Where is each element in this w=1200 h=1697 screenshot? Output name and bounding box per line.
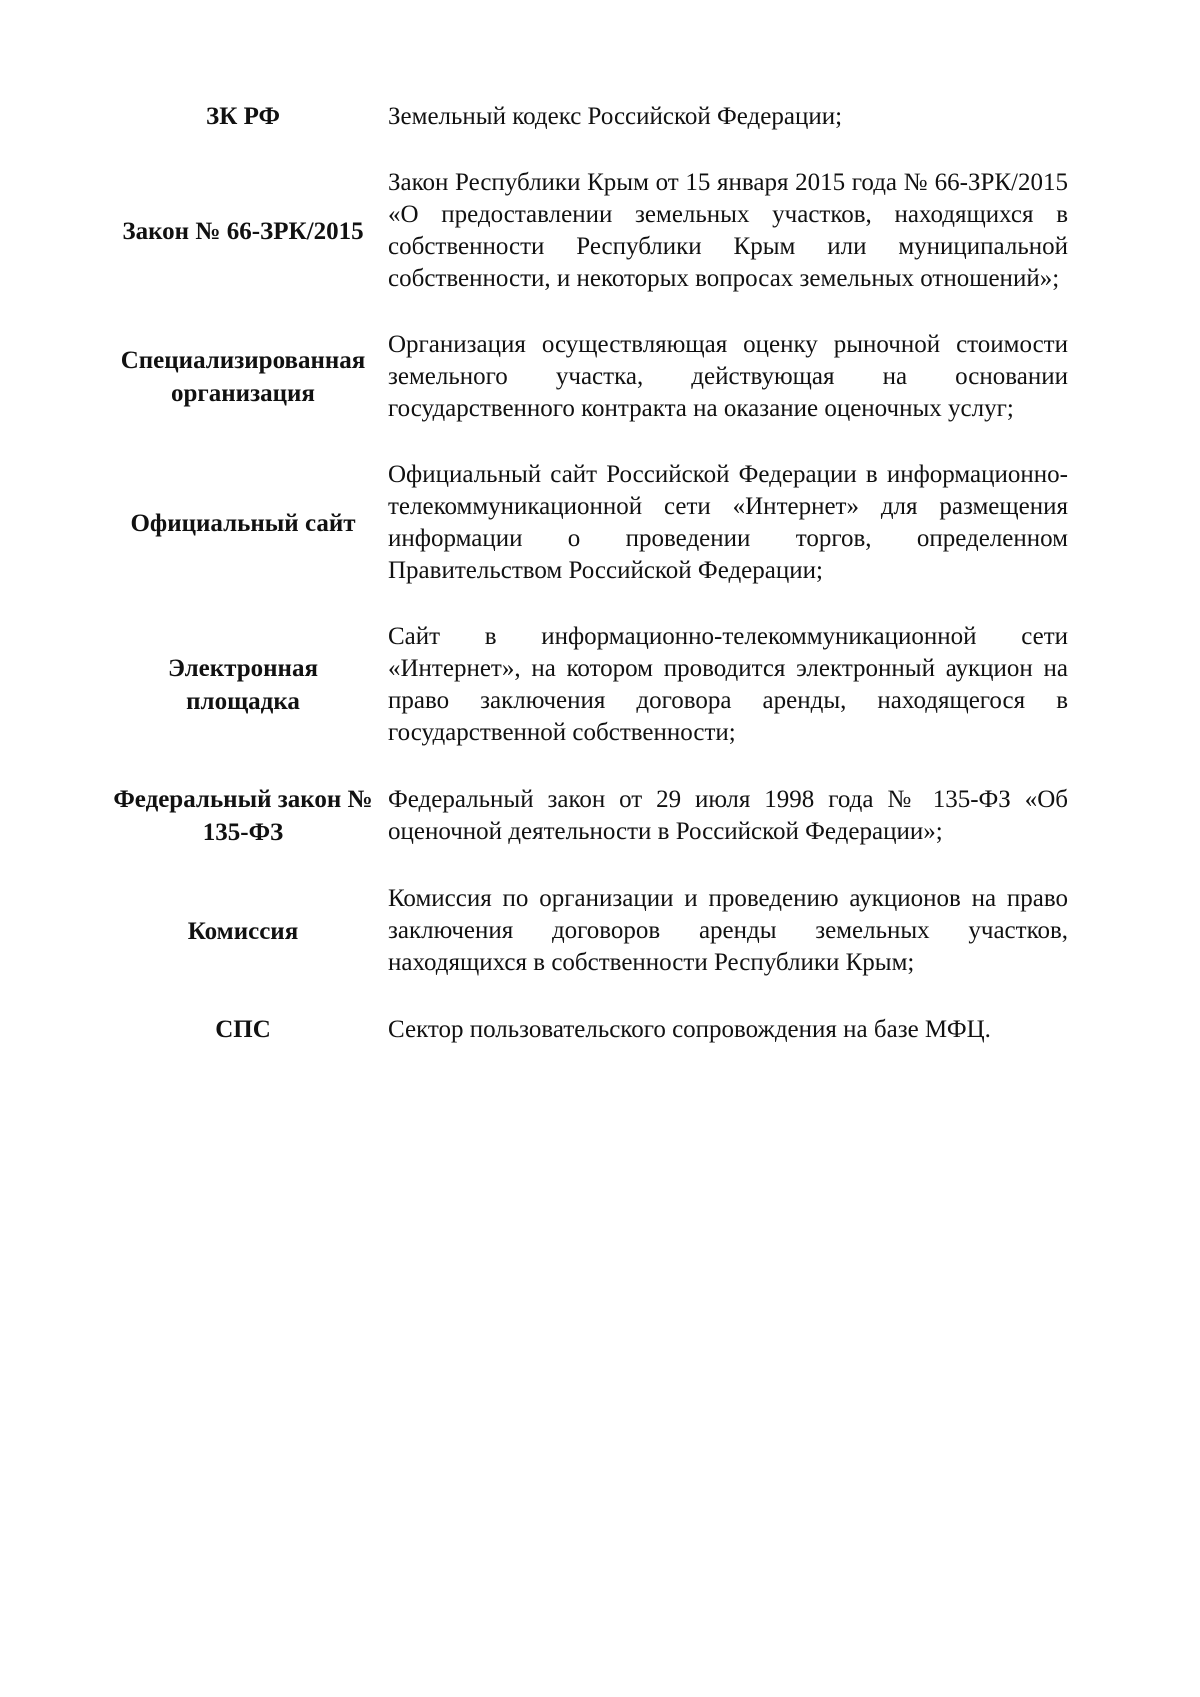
- term-definition: Комиссия по организации и проведению аукционов на право заключения договоров аренды земельных участков, находящихся в собственности Республики Крым;: [388, 885, 1068, 976]
- term-row: [110, 621, 1110, 749]
- term-row: [110, 100, 1110, 133]
- term-definition: Организация осуществляющая оценку рыночной стоимости земельного участка, действующая на основании государственного контракта на оказание оценочных услуг;: [388, 331, 1068, 422]
- term-name: Закон № 66-ЗРК/2015: [122, 217, 364, 245]
- term-row: [110, 459, 1110, 587]
- term-definition: Официальный сайт Российской Федерации в информационно-телекоммуникационной сети «Интернет» для размещения информации о проведении торгов, определенном Правительством Российской Федерации;: [388, 461, 1068, 584]
- term-name: Официальный сайт: [130, 509, 356, 537]
- term-name: ЗК РФ: [206, 103, 280, 130]
- term-name: Электронная площадка: [168, 655, 318, 715]
- terms-list: [110, 100, 1110, 1080]
- term-name: Комиссия: [187, 917, 299, 945]
- term-definition: Федеральный закон от 29 июля 1998 года № 135-ФЗ «Об оценочной деятельности в Российской Федерации»;: [388, 786, 1068, 845]
- term-row: [110, 329, 1110, 425]
- term-definition: Сайт в информационно-телекоммуникационной сети «Интернет», на котором проводится электронный аукцион на право заключения договора аренды, находящегося в государственной собственности;: [388, 623, 1068, 746]
- term-definition: Сектор пользовательского сопровождения на базе МФЦ.: [388, 1015, 991, 1043]
- term-definition: Земельный кодекс Российской Федерации;: [388, 102, 843, 130]
- term-name: Специализированная организация: [120, 347, 366, 407]
- term-row: [110, 883, 1110, 979]
- term-row: [110, 167, 1110, 295]
- term-row: [110, 1013, 1110, 1046]
- term-name: Федеральный закон № 135-ФЗ: [113, 786, 373, 846]
- term-row: [110, 783, 1110, 849]
- term-name: СПС: [215, 1016, 271, 1043]
- term-definition: Закон Республики Крым от 15 января 2015 года № 66-ЗРК/2015 «О предоставлении земельных участков, находящихся в собственности Республики Крым или муниципальной собственности, и некоторых вопросах земельных отношений»;: [388, 169, 1068, 292]
